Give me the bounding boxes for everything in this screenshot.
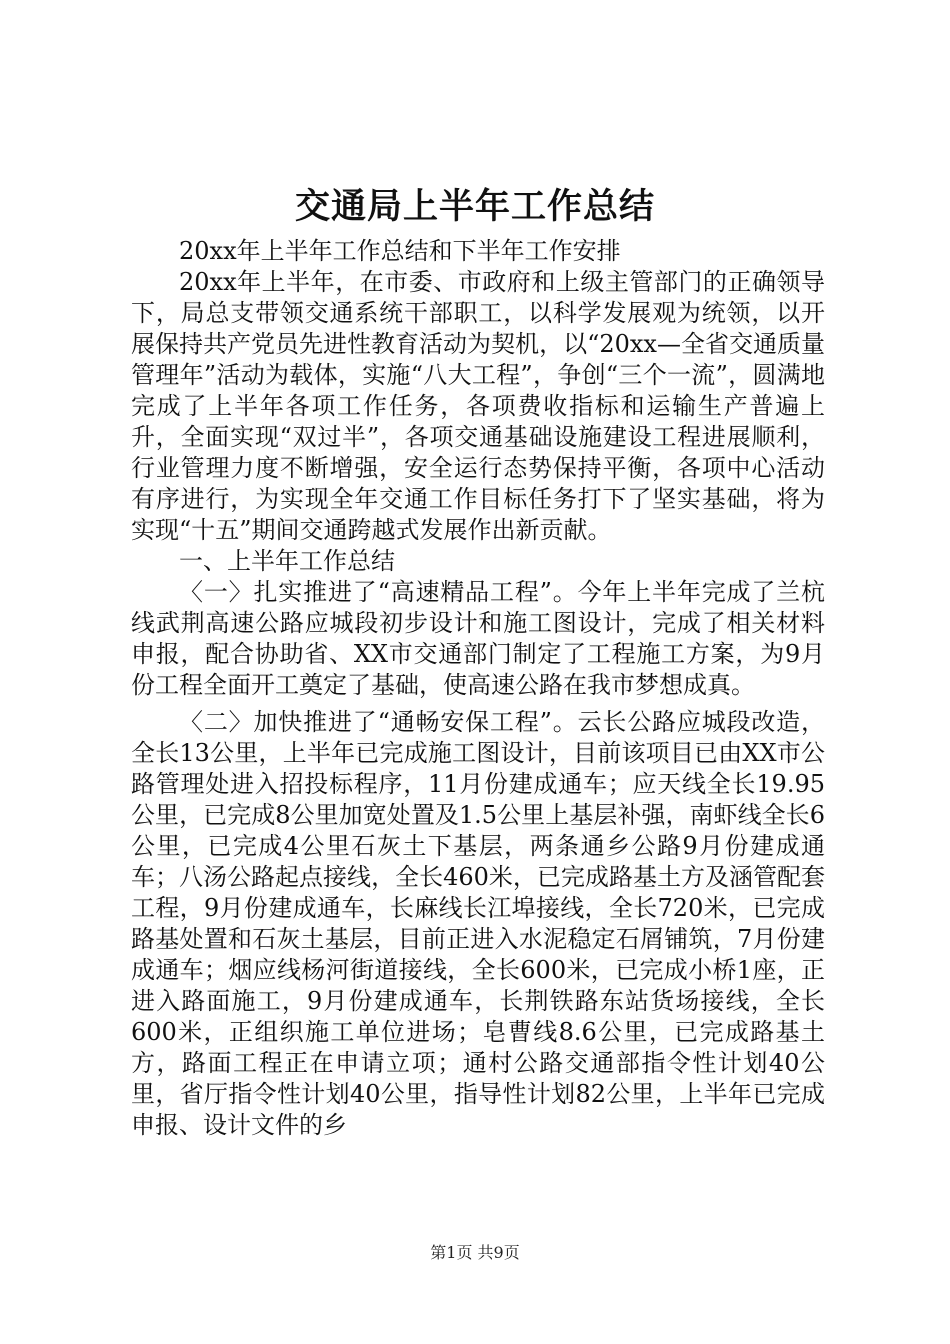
document-title: 交通局上半年工作总结 <box>294 186 655 227</box>
paragraph-item-1: 〈一〉扎实推进了“高速精品工程”。今年上半年完成了兰杭线武荆高速公路应城段初步设计和施工图设计，完成了相关材料申报，配合协助省、XX市交通部门制定了工程施工方案，为9月份工程全面开工奠定了基础，使高速公路在我市梦想成真。 <box>131 578 825 699</box>
document-body <box>131 236 825 1141</box>
paragraph-intro: 20xx年上半年，在市委、市政府和上级主管部门的正确领导下，局总支带领交通系统干部职工，以科学发展观为统领，以开展保持共产党员先进性教育活动为契机，以“20xx—全省交通质量管理年”活动为载体，实施“八大工程”，争创“三个一流”，圆满地完成了上半年各项工作任务，各项费收指标和运输生产普遍上升，全面实现“双过半”，各项交通基础设施建设工程进展顺利，行业管理力度不断增强，安全运行态势保持平衡，各项中心活动有序进行，为实现全年交通工作目标任务打下了坚实基础，将为实现“十五”期间交通跨越式发展作出新贡献。 <box>131 268 825 544</box>
paragraph-item-2: 〈二〉加快推进了“通畅安保工程”。云长公路应城段改造，全长13公里，上半年已完成施工图设计，目前该项目已由XX市公路管理处进入招投标程序，11月份建成通车；应天线全长19.95公里，已完成8公里加宽处置及1.5公里上基层补强，南虾线全长6公里，已完成4公里石灰土下基层，两条通乡公路9月份建成通车；八汤公路起点接线，全长460米，已完成路基土方及涵管配套工程，9月份建成通车，长麻线长江埠接线，全长720米，已完成路基处置和石灰土基层，目前正进入水泥稳定石屑铺筑，7月份建成通车；烟应线杨河街道接线，全长600米，已完成小桥1座，正进入路面施工，9月份建成通车，长荆铁路东站货场接线，全长600米，正组织施工单位进场；皂曹线8.6公里，已完成路基土方，路面工程正在申请立项；通村公路交通部指令性计划40公里，省厅指令性计划40公里，指导性计划82公里，上半年已完成申报、设计文件的乡 <box>131 708 825 1139</box>
paragraph-heading-line: 20xx年上半年工作总结和下半年工作安排 <box>179 237 621 265</box>
page-number-footer: 第1页 共9页 <box>430 1243 520 1262</box>
section-heading: 一、上半年工作总结 <box>179 547 395 575</box>
